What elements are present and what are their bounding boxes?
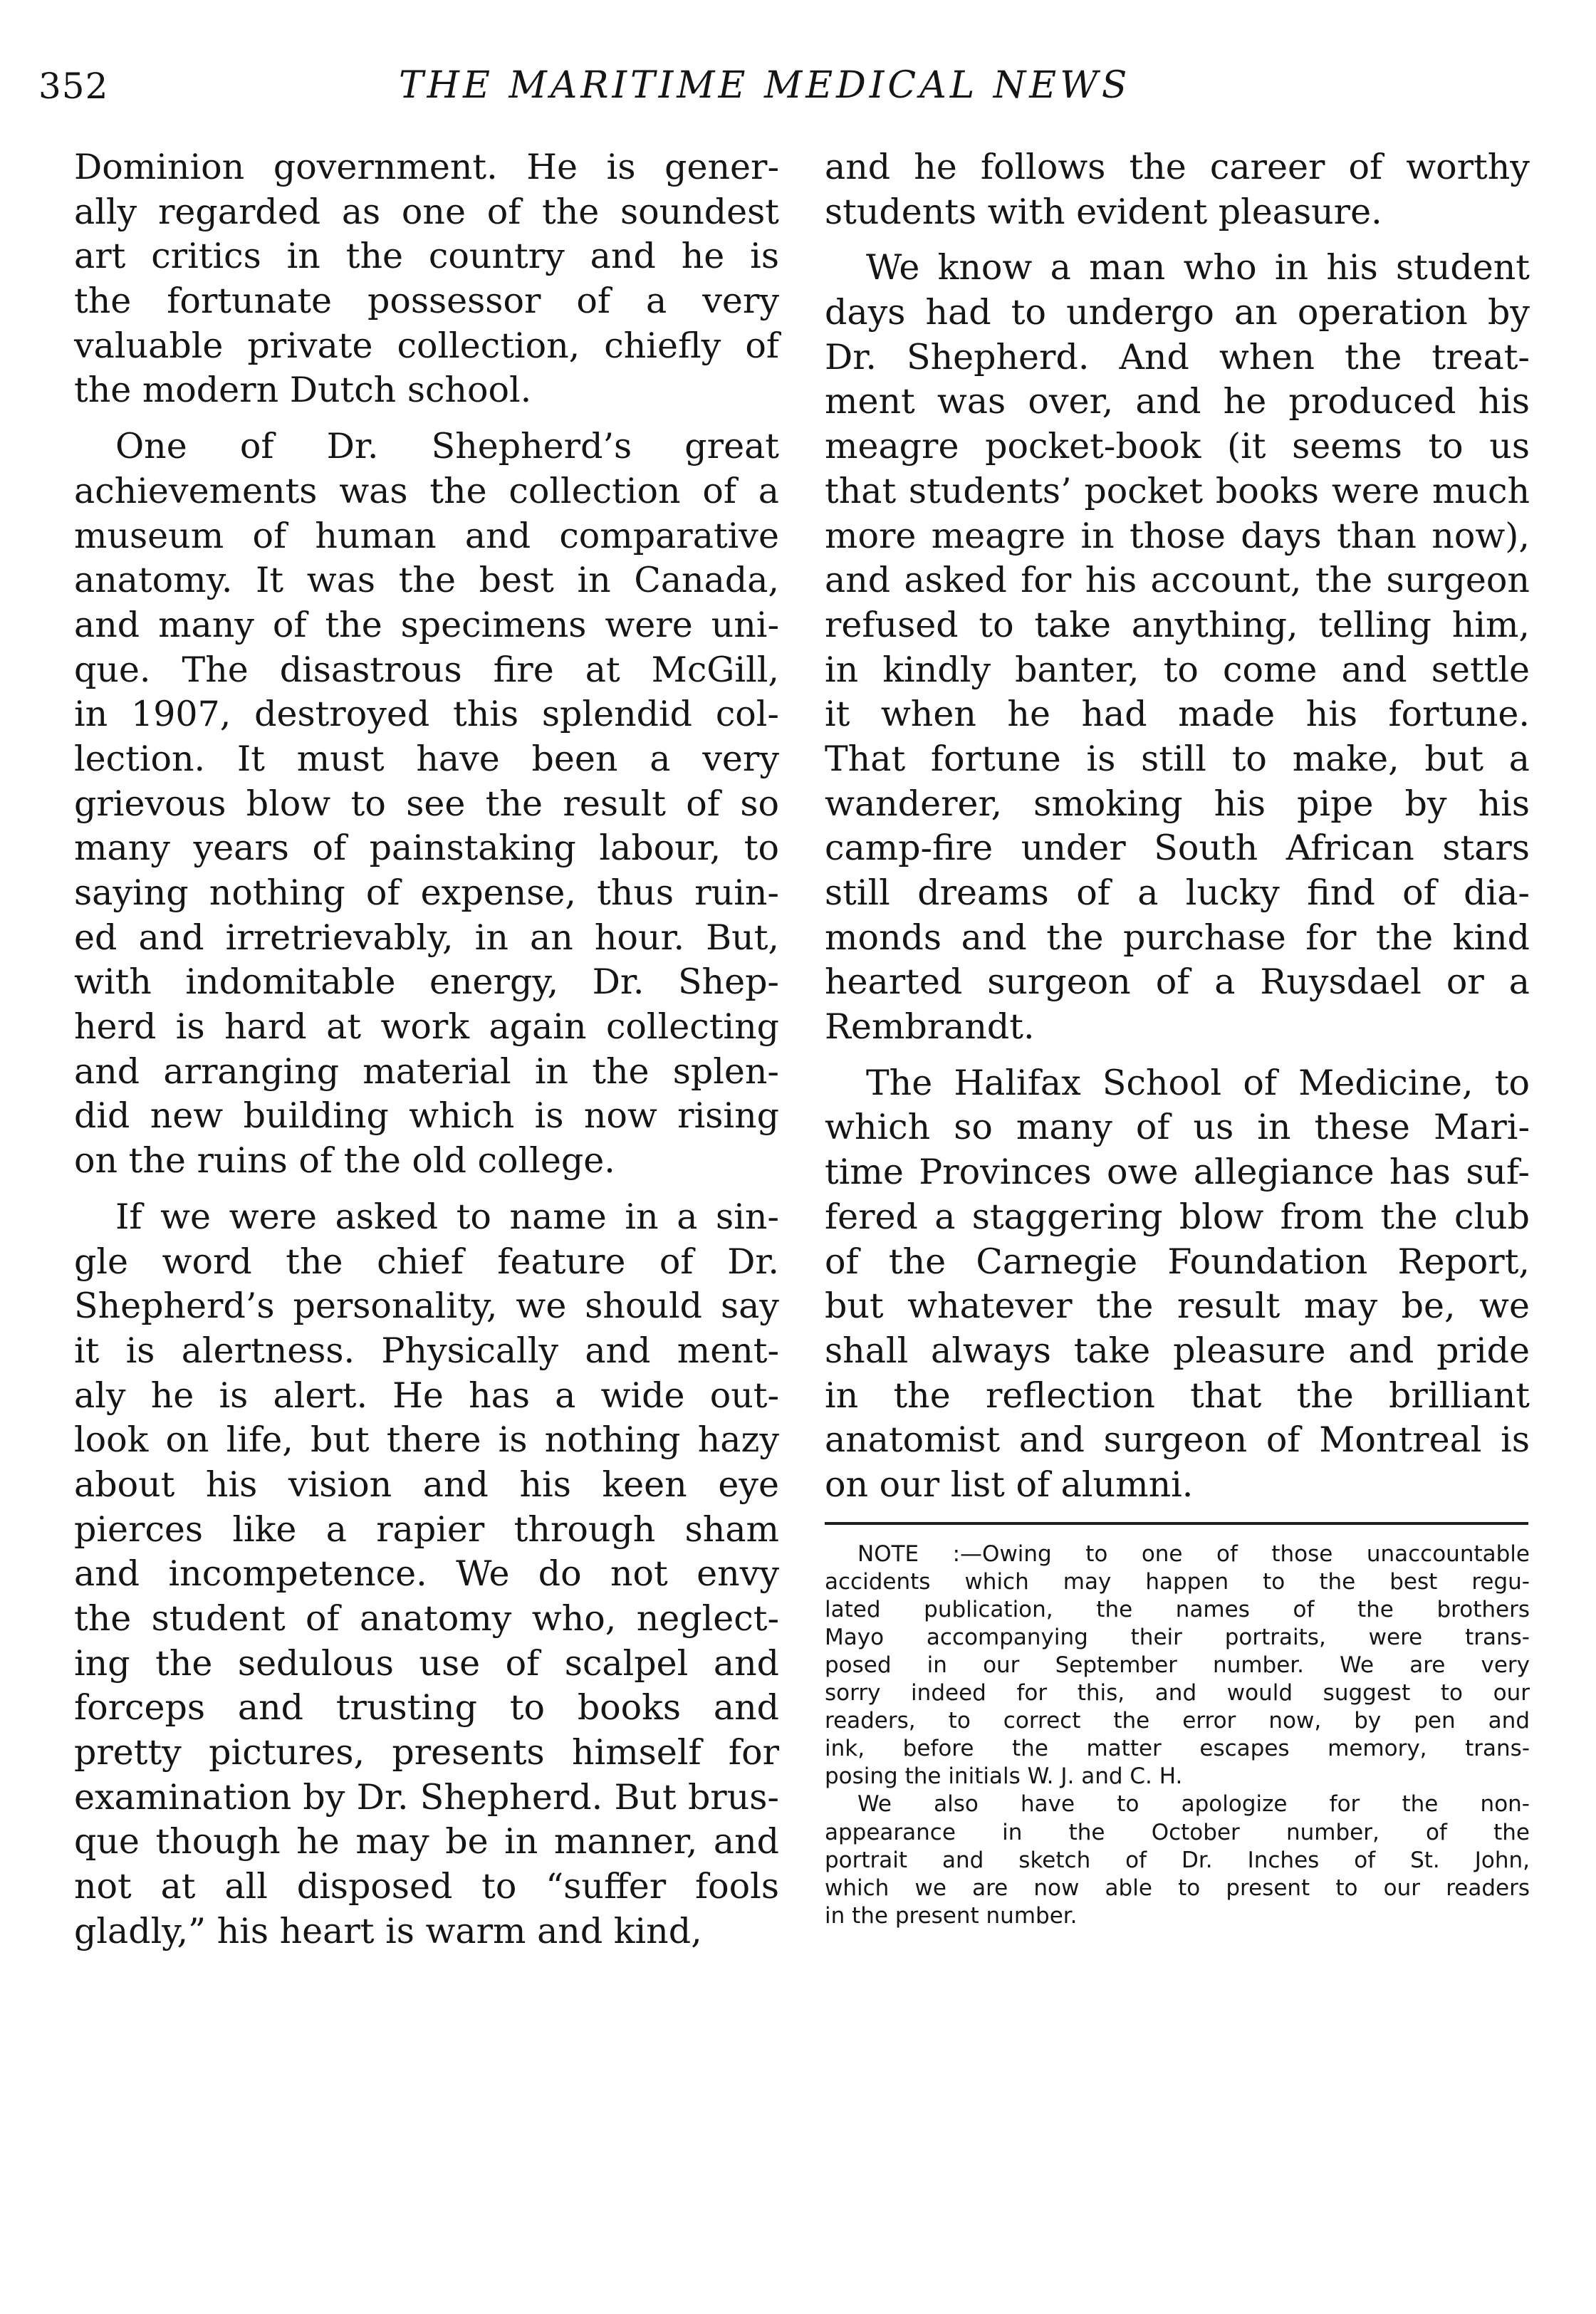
body-text-line: gladly,” his heart is warm and kind, — [74, 1910, 702, 1951]
body-text-line: and arranging material in the splen- — [74, 1051, 779, 1092]
paragraph — [825, 1061, 1530, 1508]
body-text-line: anatomy. It was the best in Canada, — [74, 560, 779, 601]
body-text-line: valuable private collection, chiefly of — [74, 325, 779, 366]
body-text-line: on our list of alumni. — [825, 1464, 1194, 1505]
body-text-line: grievous blow to see the result of so — [74, 783, 779, 824]
body-text-line: museum of human and comparative — [74, 515, 779, 556]
body-text-line: gle word the chief feature of Dr. — [74, 1241, 779, 1282]
paragraph-spacer — [74, 413, 779, 424]
footnote-line: posing the initials W. J. and C. H. — [825, 1763, 1183, 1790]
body-text-line: shall always take pleasure and pride — [825, 1330, 1530, 1371]
body-text-line: on the ruins of the old college. — [74, 1140, 615, 1182]
body-text-line: pierces like a rapier through sham — [74, 1508, 779, 1550]
body-text-line: aly he is alert. He has a wide out- — [74, 1375, 779, 1416]
footnote-line: ink, before the matter escapes memory, trans- — [825, 1736, 1530, 1762]
body-text-line: in 1907, destroyed this splendid col- — [74, 694, 779, 735]
paragraph — [825, 145, 1530, 234]
footnote-line: portrait and sketch of Dr. Inches of St. John, — [825, 1847, 1530, 1873]
body-text-line: it is alertness. Physically and ment- — [74, 1330, 779, 1371]
paragraph — [74, 424, 779, 1184]
body-text-line: which so many of us in these Mari- — [825, 1107, 1530, 1148]
paragraph-spacer — [74, 1184, 779, 1195]
body-text-line: That fortune is still to make, but a — [825, 738, 1530, 779]
footnote-line: in the present number. — [825, 1902, 1078, 1929]
footnote-line: appearance in the October number, of the — [825, 1819, 1530, 1845]
body-text-line: not at all disposed to “suffer fools — [74, 1866, 779, 1907]
body-text-line: ing the sedulous use of scalpel and — [74, 1642, 779, 1684]
footnote-block — [825, 1541, 1530, 1930]
body-text-line: time Provinces owe allegiance has suf- — [825, 1152, 1530, 1193]
body-text-line: art critics in the country and he is — [74, 236, 779, 277]
body-text-line: saying nothing of expense, thus ruin- — [74, 872, 779, 913]
footnote-line: NOTE :—Owing to one of those unaccountable — [857, 1541, 1530, 1567]
body-text-line: One of Dr. Shepherd’s great — [115, 426, 779, 467]
body-text-line: anatomist and surgeon of Montreal is — [825, 1419, 1530, 1461]
body-text-line: fered a staggering blow from the club — [825, 1196, 1530, 1237]
body-text-line: ally regarded as one of the soundest — [74, 191, 779, 232]
footnote-line: readers, to correct the error now, by pen and — [825, 1708, 1530, 1734]
body-text-line: of the Carnegie Foundation Report, — [825, 1241, 1530, 1282]
body-text-line: that students’ pocket books were much — [825, 470, 1530, 511]
body-text-line: did new building which is now rising — [74, 1095, 779, 1137]
body-text-line: and he follows the career of worthy — [825, 147, 1530, 187]
left-column — [74, 145, 779, 1954]
body-text-line: lection. It must have been a very — [74, 738, 779, 779]
body-text-line: Rembrandt. — [825, 1006, 1035, 1048]
paragraph — [825, 1541, 1530, 1791]
body-text-line: with indomitable energy, Dr. Shep- — [74, 961, 779, 1003]
paragraph — [74, 145, 779, 413]
body-text-line: ment was over, and he produced his — [825, 381, 1530, 422]
body-text-line: Dr. Shepherd. And when the treat- — [825, 336, 1530, 377]
paragraph — [825, 246, 1530, 1049]
footnote-divider — [825, 1522, 1528, 1525]
paragraph-spacer — [825, 1050, 1530, 1061]
body-text-line: wanderer, smoking his pipe by his — [825, 783, 1530, 824]
footnote-line: Mayo accompanying their portraits, were trans- — [825, 1624, 1530, 1650]
body-text-line: in the reflection that the brilliant — [825, 1375, 1530, 1416]
body-text-line: days had to undergo an operation by — [825, 292, 1530, 333]
body-text-line: Shepherd’s personality, we should say — [74, 1286, 779, 1327]
body-text-line: in kindly banter, to come and settle — [825, 649, 1530, 690]
body-text-line: and asked for his account, the surgeon — [825, 560, 1530, 601]
body-text-line: it when he had made his fortune. — [825, 694, 1530, 735]
right-column — [825, 145, 1530, 1930]
footnote-line: accidents which may happen to the best regu- — [825, 1568, 1530, 1595]
body-text-line: The Halifax School of Medicine, to — [866, 1062, 1530, 1103]
body-text-line: meagre pocket-book (it seems to us — [825, 426, 1530, 467]
body-text-line: many years of painstaking labour, to — [74, 828, 779, 869]
footnote-line: posed in our September number. We are very — [825, 1652, 1530, 1678]
body-text-line: forceps and trusting to books and — [74, 1687, 779, 1729]
body-text-line: If we were asked to name in a sin- — [115, 1196, 779, 1237]
footnote-line: lated publication, the names of the brothers — [825, 1596, 1530, 1622]
body-text-line: que. The disastrous fire at McGill, — [74, 649, 779, 690]
body-text-line: achievements was the collection of a — [74, 470, 779, 511]
body-text-line: still dreams of a lucky find of dia- — [825, 872, 1530, 913]
footnote-line: We also have to apologize for the non- — [857, 1791, 1530, 1818]
body-text-line: but whatever the result may be, we — [825, 1286, 1530, 1327]
paragraph — [825, 1791, 1530, 1929]
footnote-line: which we are now able to present to our readers — [825, 1875, 1530, 1901]
body-text-line: monds and the purchase for the kind — [825, 917, 1530, 958]
paragraph — [74, 1195, 779, 1954]
body-text-line: the student of anatomy who, neglect- — [74, 1598, 779, 1639]
body-text-line: Dominion government. He is gener- — [74, 147, 779, 187]
body-text-line: que though he may be in manner, and — [74, 1821, 779, 1862]
running-head: THE MARITIME MEDICAL NEWS — [399, 64, 1131, 107]
footnote-line: sorry indeed for this, and would suggest to our — [825, 1680, 1530, 1706]
body-text-line: about his vision and his keen eye — [74, 1464, 779, 1505]
paragraph-spacer — [825, 234, 1530, 246]
body-text-line: ed and irretrievably, in an hour. But, — [74, 917, 779, 958]
body-text-line: We know a man who in his student — [866, 247, 1530, 288]
body-text-line: refused to take anything, telling him, — [825, 604, 1530, 645]
body-text-line: camp-fire under South African stars — [825, 828, 1530, 869]
body-text-line: herd is hard at work again collecting — [74, 1006, 779, 1048]
body-text-line: students with evident pleasure. — [825, 191, 1382, 232]
body-text-line: examination by Dr. Shepherd. But brus- — [74, 1776, 779, 1818]
body-text-line: more meagre in those days than now), — [825, 515, 1530, 556]
body-text-line: and incompetence. We do not envy — [74, 1553, 779, 1595]
page-number: 352 — [38, 66, 109, 107]
body-text-line: the fortunate possessor of a very — [74, 281, 779, 322]
body-text-line: and many of the specimens were uni- — [74, 604, 779, 645]
body-text-line: pretty pictures, presents himself for — [74, 1732, 779, 1773]
body-text-line: look on life, but there is nothing hazy — [74, 1419, 779, 1461]
body-text-line: hearted surgeon of a Ruysdael or a — [825, 961, 1530, 1003]
body-text-line: the modern Dutch school. — [74, 370, 532, 411]
